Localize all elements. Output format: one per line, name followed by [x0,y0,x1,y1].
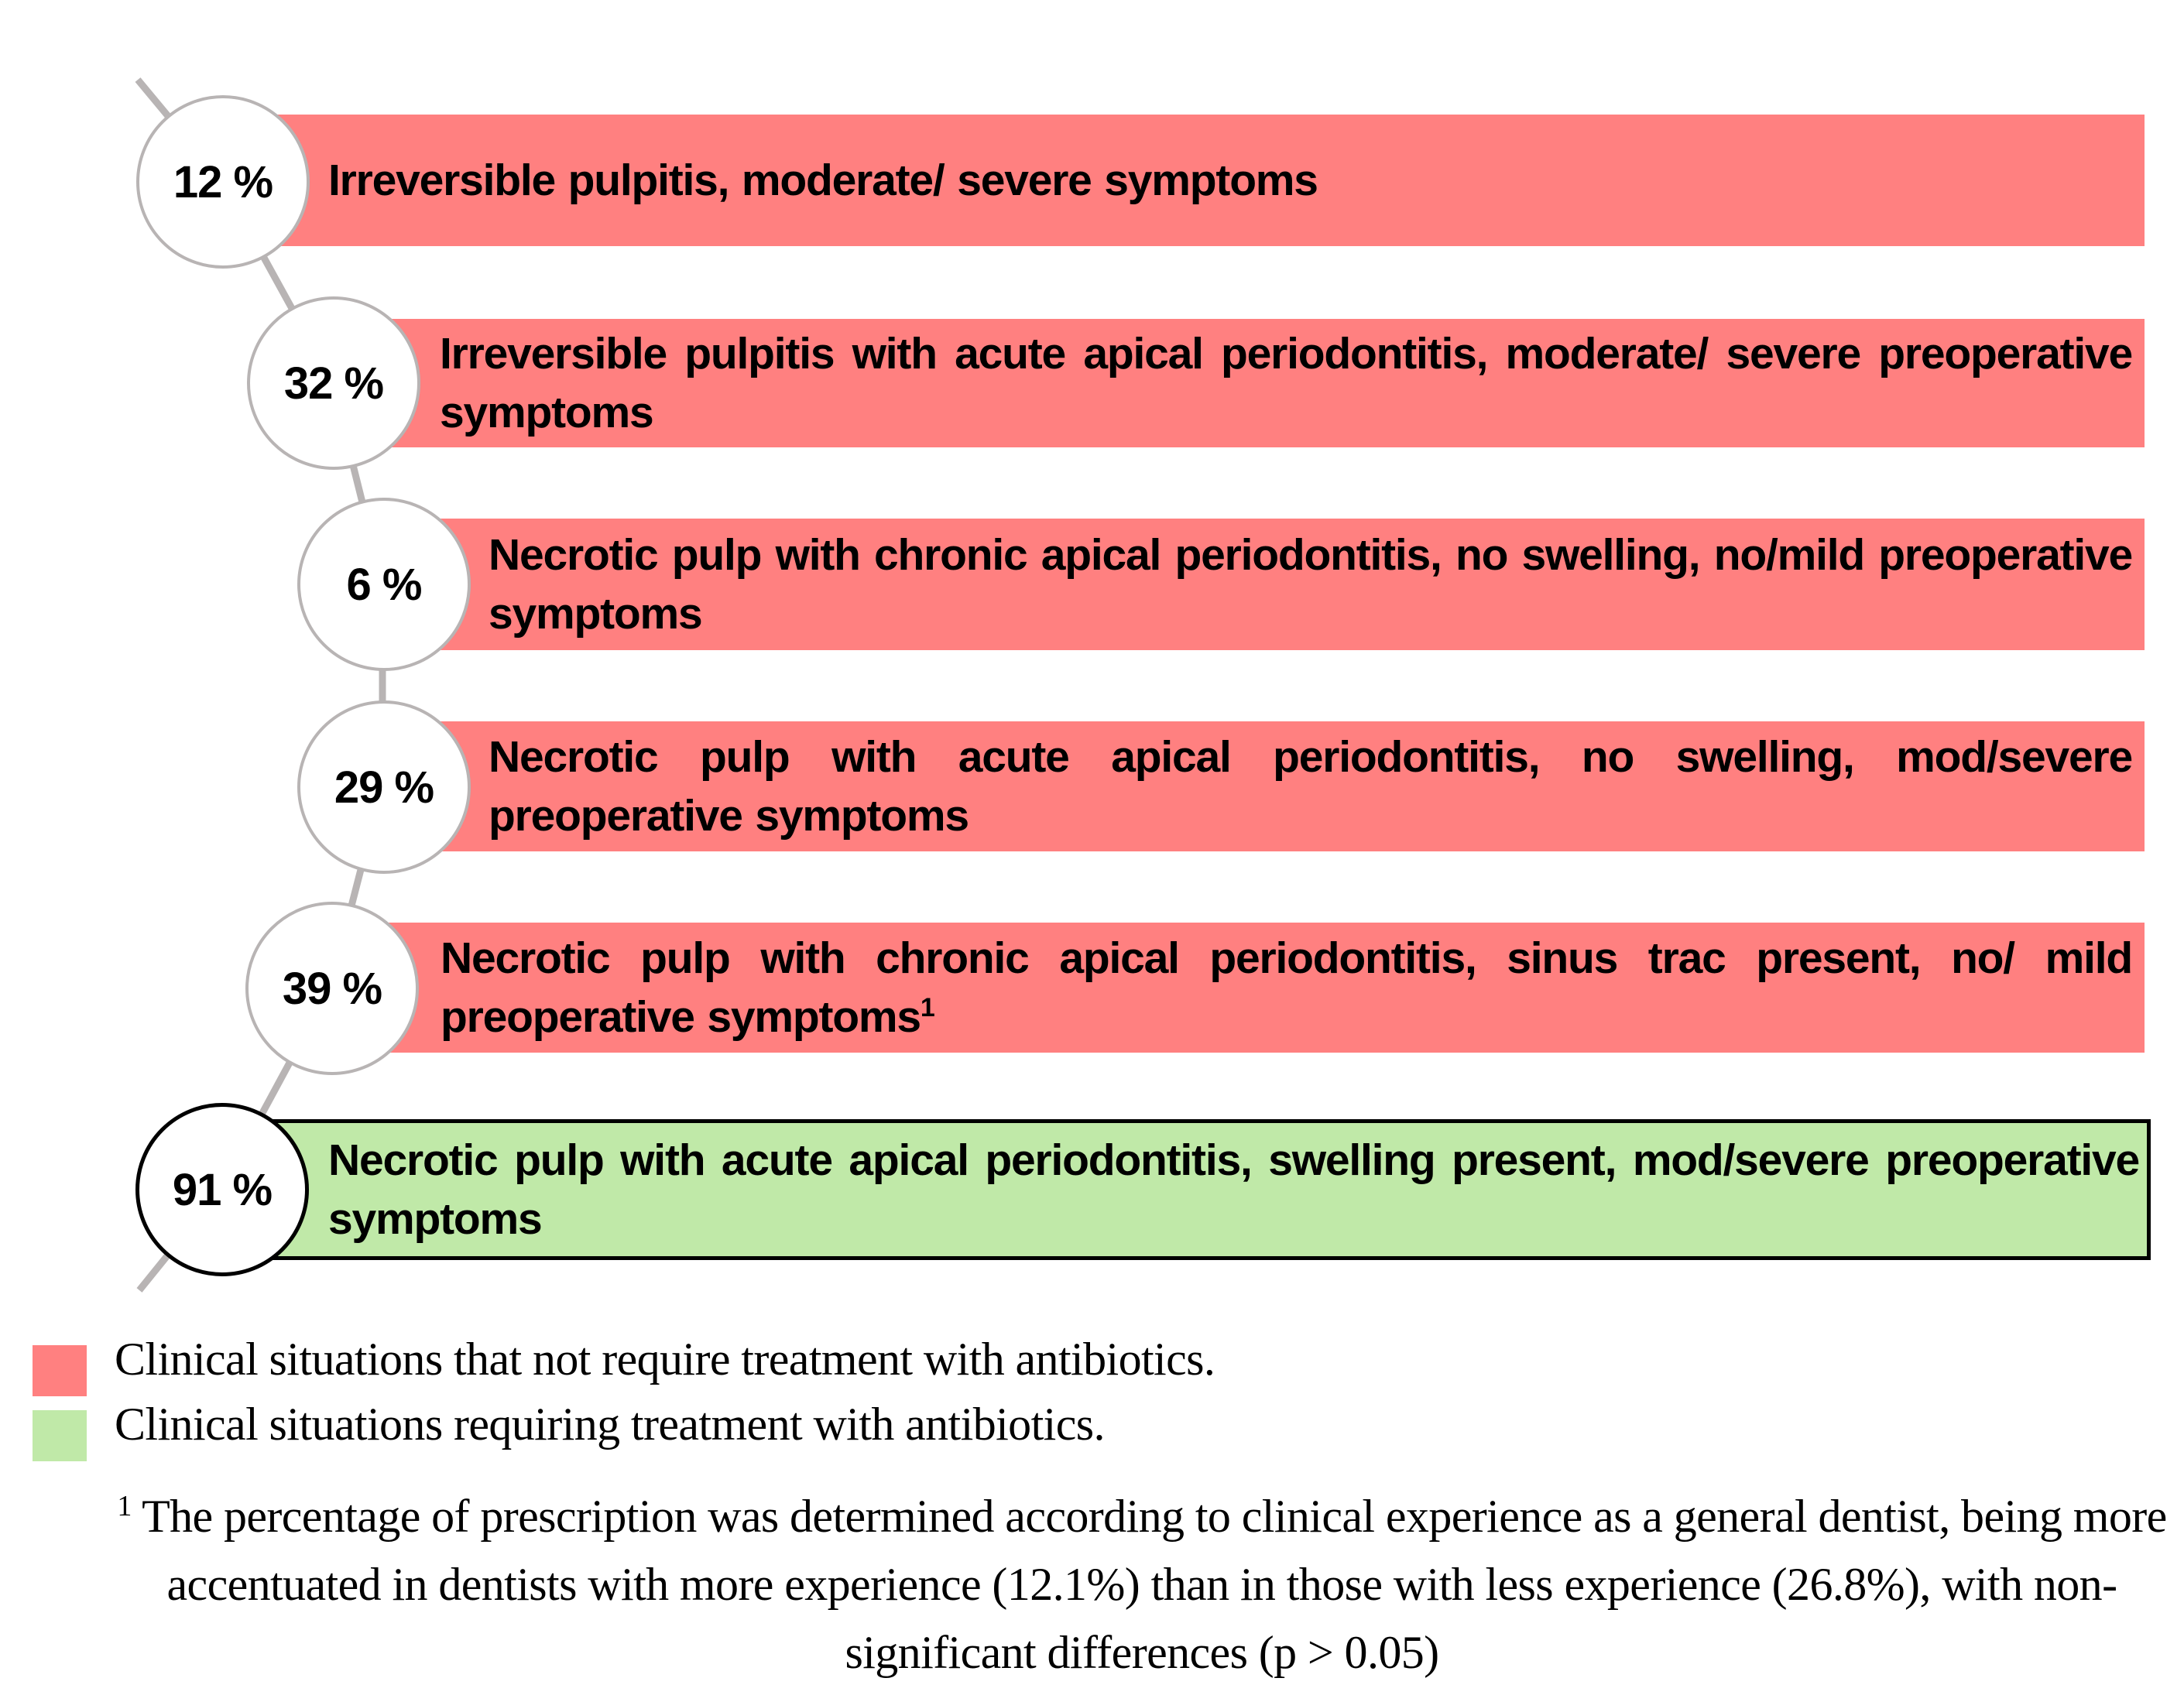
percent-circle-4 [297,700,471,874]
row-label-6: Necrotic pulp with acute apical periodontitis, swelling present, mod/severe preoperative symptoms [328,1135,2139,1244]
percent-circle-3 [297,498,471,671]
footnote-mark: 1 [920,993,934,1022]
row-label-5: Necrotic pulp with chronic apical periodontitis, sinus trac present, no/ mild preoperative symptoms$^1$ [441,933,2132,1042]
percent-circle-5 [245,902,419,1075]
percent-value-5: 39 % [282,963,382,1014]
percent-value-2: 32 % [283,358,384,409]
percent-value-1: 12 % [173,156,273,207]
legend-label-antibiotics: Clinical situations requiring treatment with antibiotics. [115,1399,1105,1450]
row-label-4: Necrotic pulp with acute apical periodontitis, no swelling, mod/severe preoperative symptoms [489,732,2132,841]
percent-value-3: 6 % [346,559,422,610]
percent-circle-1 [136,95,310,269]
row-label-1: Irreversible pulpitis, moderate/ severe symptoms [328,156,1318,205]
legend-label-no-antibiotics: Clinical situations that not require treatment with antibiotics. [115,1334,1215,1385]
percent-circle-2 [247,296,420,470]
percent-value-4: 29 % [334,762,434,813]
footnote-text: The percentage of prescription was determined according to clinical experience as a general dentist, being more accentuated in dentists with more experience (12.1%) than in those with less experience (26.8%), with non-significant differences (p > 0.05) [131,1491,2167,1678]
row-label-2: Irreversible pulpitis with acute apical periodontitis, moderate/ severe preoperative symptoms [440,329,2132,437]
row-label-3: Necrotic pulp with chronic apical periodontitis, no swelling, no/mild preoperative symptoms [489,530,2132,639]
percent-circle-6 [135,1103,309,1276]
percent-value-6: 91 % [172,1164,273,1215]
footnote-mark: 1 [117,1490,132,1522]
